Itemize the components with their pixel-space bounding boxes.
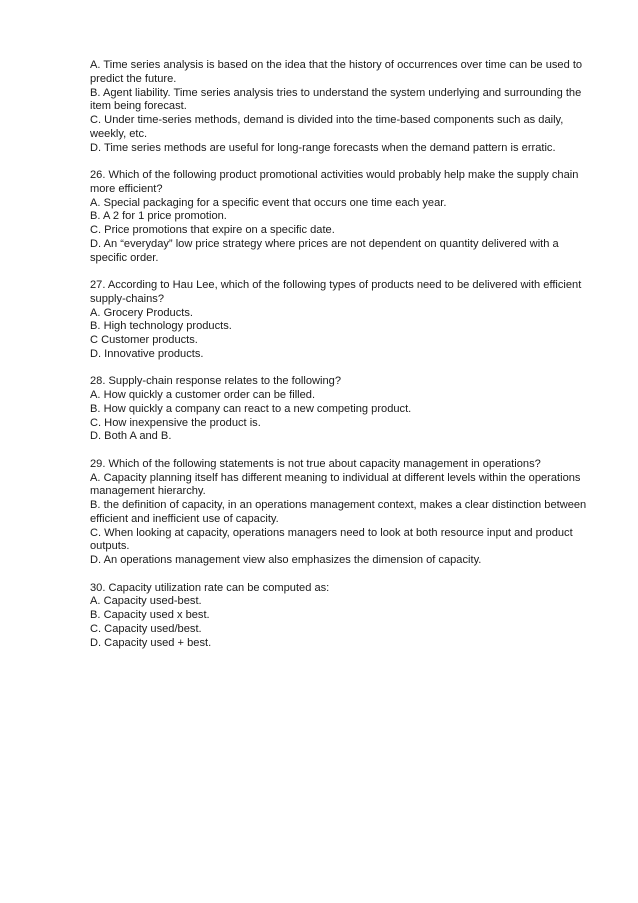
question-text: 26. Which of the following product promotional activities would probably help make the supply chain more efficient?	[90, 169, 582, 195]
question-29	[90, 458, 595, 568]
option-d: D. Both A and B.	[90, 430, 172, 443]
question-text: 30. Capacity utilization rate can be computed as:	[90, 581, 330, 594]
option-a: A. Capacity used-best.	[90, 595, 202, 608]
question-28	[90, 375, 595, 444]
option-a: A. Grocery Products.	[90, 306, 193, 319]
option-c: C. Under time-series methods, demand is divided into the time-based components such as daily, weekly, etc.	[90, 114, 567, 140]
option-c: C. Capacity used/best.	[90, 622, 202, 635]
option-d: D. An operations management view also emphasizes the dimension of capacity.	[90, 554, 482, 566]
option-c: C Customer products.	[90, 334, 198, 346]
option-a: A. Time series analysis is based on the idea that the history of occurrences over time can be used to predict the future.	[90, 59, 586, 85]
question-text: 28. Supply-chain response relates to the following?	[90, 375, 341, 388]
option-b: B. the definition of capacity, in an operations management context, makes a clear distinction between efficient and inefficient use of capacity.	[90, 499, 590, 525]
option-b: B. How quickly a company can react to a new competing product.	[90, 402, 412, 415]
question-text: 27. According to Hau Lee, which of the following types of products need to be delivered with efficient supply-chains?	[90, 279, 585, 305]
option-c: C. When looking at capacity, operations managers need to look at both resource input and product outputs.	[90, 526, 576, 553]
option-d: D. An “everyday” low price strategy where prices are not dependent on quantity delivered with a specific order.	[90, 237, 562, 264]
option-b: B. A 2 for 1 price promotion.	[90, 210, 227, 223]
option-d: D. Capacity used + best.	[90, 636, 212, 649]
question-26	[90, 169, 595, 265]
option-d: D. Innovative products.	[90, 347, 204, 360]
option-b: B. High technology products.	[90, 320, 232, 333]
option-a: A. How quickly a customer order can be filled.	[90, 389, 316, 401]
option-d: D. Time series methods are useful for long-range forecasts when the demand pattern is erratic.	[90, 141, 556, 154]
question-27	[90, 279, 595, 362]
document-body	[90, 59, 595, 664]
option-c: C. Price promotions that expire on a specific date.	[90, 224, 335, 236]
question-30	[90, 582, 595, 651]
option-b: B. Agent liability. Time series analysis tries to understand the system underlying and surrounding the item being forecast.	[90, 86, 585, 113]
question-text: 29. Which of the following statements is not true about capacity management in operations?	[90, 457, 541, 470]
option-c: C. How inexpensive the product is.	[90, 416, 261, 429]
option-a: A. Special packaging for a specific event that occurs one time each year.	[90, 196, 447, 209]
option-a: A. Capacity planning itself has different meaning to individual at different levels within the operations management hierarchy.	[90, 471, 584, 498]
question-25-options	[90, 59, 595, 155]
option-b: B. Capacity used x best.	[90, 609, 210, 621]
